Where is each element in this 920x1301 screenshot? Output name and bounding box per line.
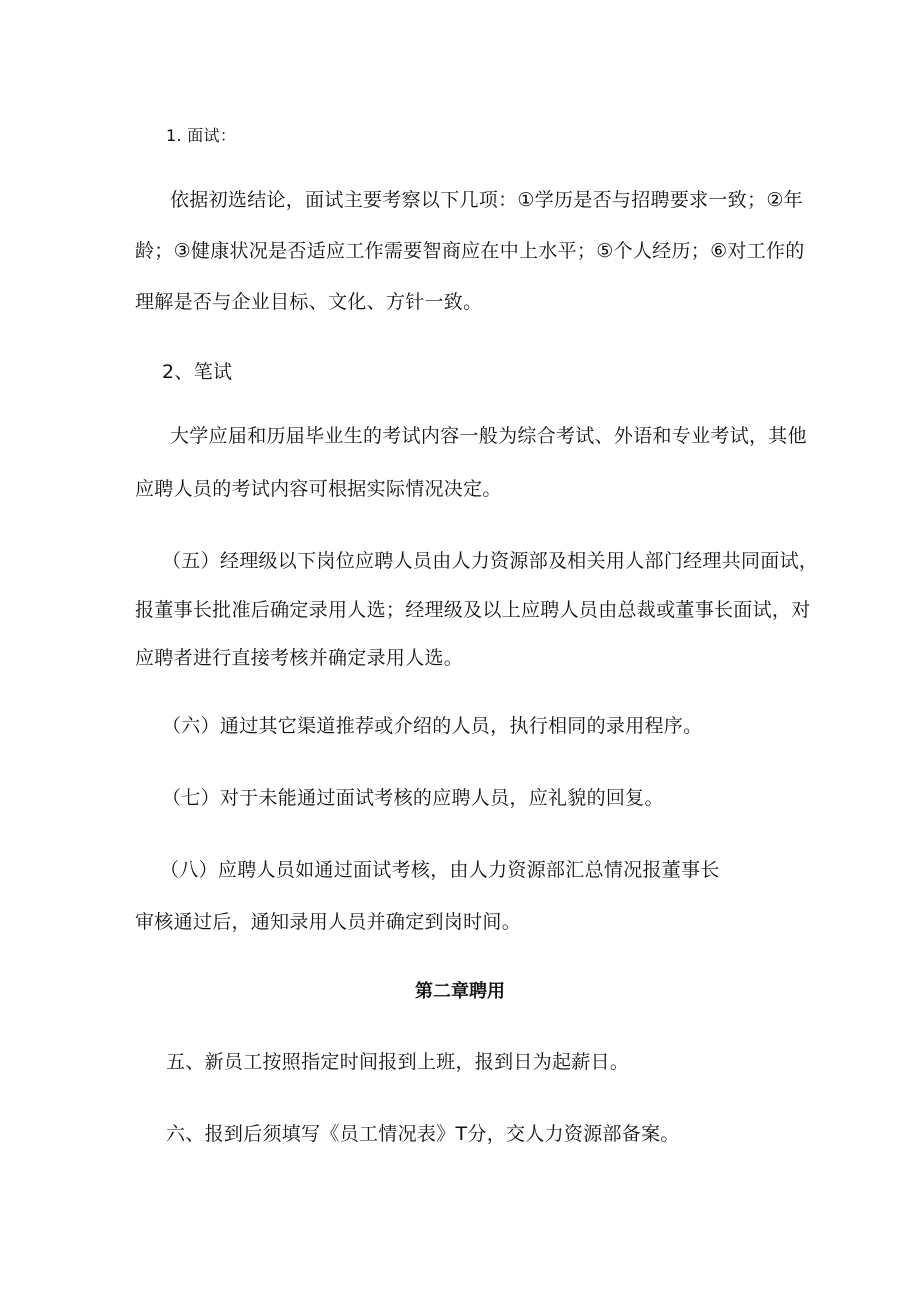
clause-8-line-2: 审核通过后，通知录用人员并确定到岗时间。	[135, 911, 522, 933]
article-6: 六、报到后须填写《员工情况表》T分，交人力资源部备案。	[166, 1123, 680, 1145]
clause-7: （七）对于未能通过面试考核的应聘人员，应礼貌的回复。	[162, 787, 664, 809]
clause-5-line-1: （五）经理级以下岗位应聘人员由人力资源部及相关用人部门经理共同面试，	[162, 550, 819, 572]
written-body-line-2: 应聘人员的考试内容可根据实际情况决定。	[135, 478, 502, 500]
article-5: 五、新员工按照指定时间报到上班，报到日为起薪日。	[166, 1051, 630, 1073]
chapter-title: 第二章聘用	[415, 981, 505, 1002]
interview-body-line-3: 理解是否与企业目标、文化、方针一致。	[135, 291, 483, 313]
clause-5-line-2: 报董事长批准后确定录用人选；经理级及以上应聘人员由总裁或董事长面试，对	[135, 599, 811, 621]
section-interview-heading: 1. 面试：	[166, 126, 237, 145]
written-body-line-1: 大学应届和历届毕业生的考试内容一般为综合考试、外语和专业考试，其他	[170, 425, 807, 447]
clause-5-line-3: 应聘者进行直接考核并确定录用人选。	[135, 647, 464, 669]
section-written-heading: 2、笔试	[162, 361, 233, 383]
clause-8-line-1: （八）应聘人员如通过面试考核，由人力资源部汇总情况报董事长	[160, 859, 720, 881]
interview-body-line-2: 龄；③健康状况是否适应工作需要智商应在中上水平；⑤个人经历；⑥对工作的	[135, 240, 805, 262]
clause-6: （六）通过其它渠道推荐或介绍的人员，执行相同的录用程序。	[162, 715, 703, 737]
interview-body-line-1: 依据初选结论，面试主要考察以下几项：①学历是否与招聘要求一致；②年	[170, 189, 803, 211]
